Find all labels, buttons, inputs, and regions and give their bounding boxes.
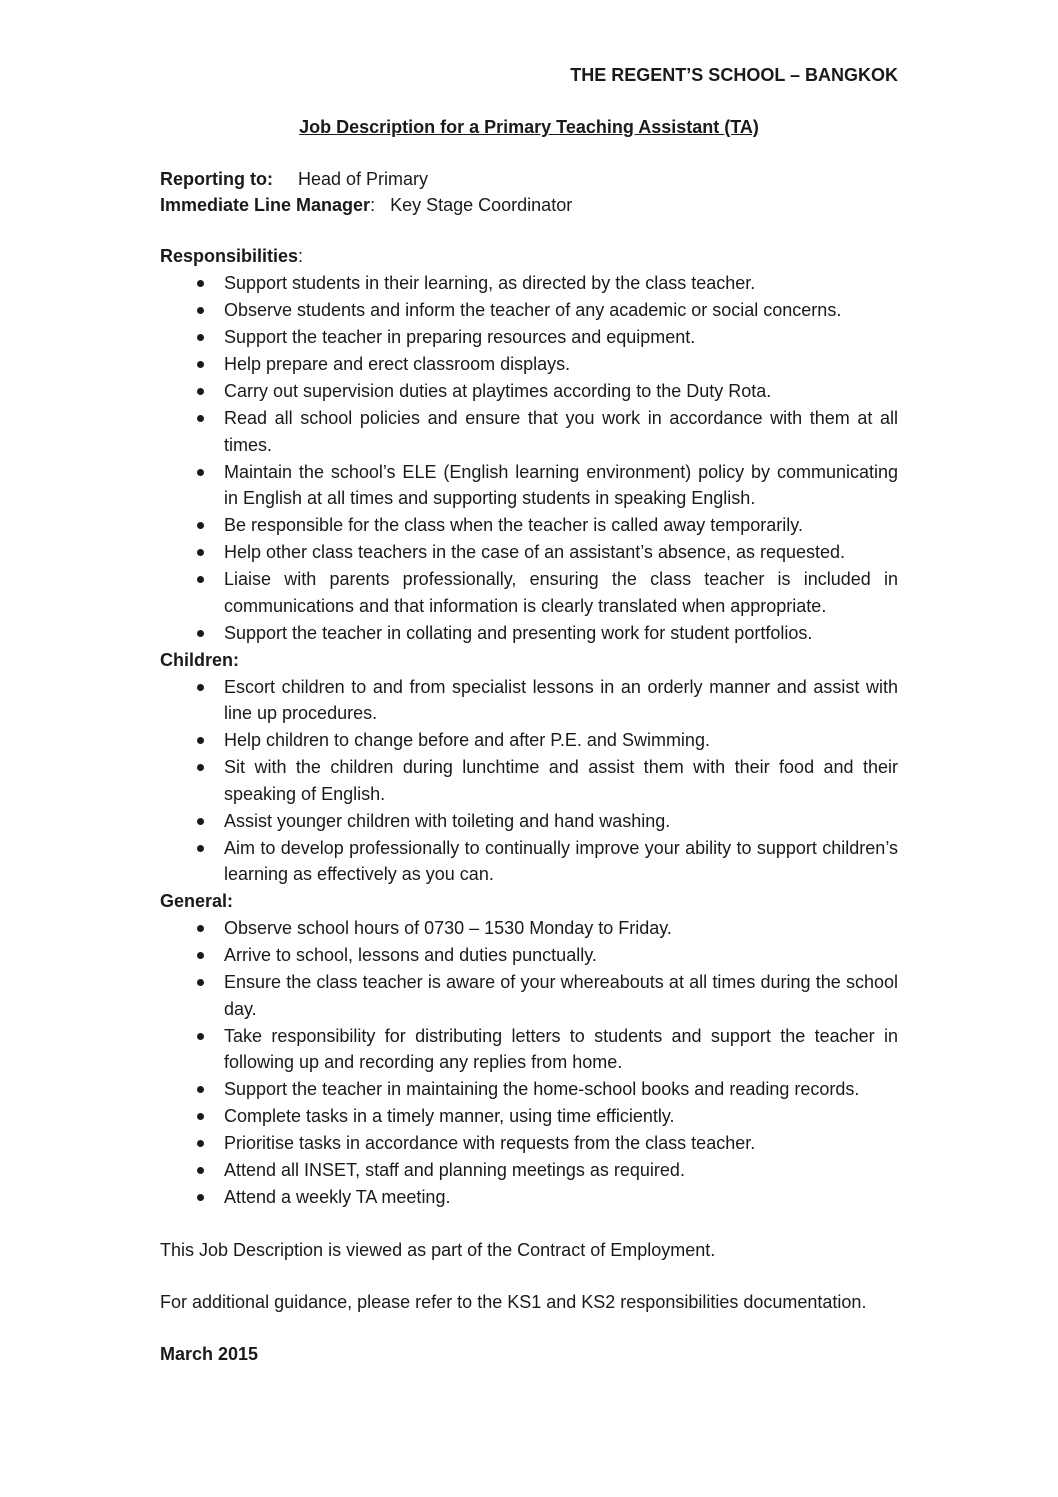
list-item-text: Escort children to and from specialist lessons in an orderly manner and assist with line up procedures. (224, 676, 898, 723)
list-item-text: Arrive to school, lessons and duties punctually. (224, 945, 597, 965)
bullet-icon (197, 576, 204, 583)
line-manager-separator: : (370, 195, 376, 215)
list-item-text: Read all school policies and ensure that you work in accordance with them at all times. (224, 408, 898, 455)
line-manager-row (160, 192, 898, 218)
bullet-icon (197, 1194, 204, 1201)
responsibilities-list (160, 270, 898, 646)
list-item (160, 405, 898, 458)
responsibilities-heading-colon: : (298, 246, 304, 266)
list-item-text: Assist younger children with toileting and hand washing. (224, 810, 671, 831)
list-item (160, 1157, 898, 1184)
list-item-text: Help children to change before and after P.E. and Swimming. (224, 730, 710, 750)
list-item (160, 727, 898, 754)
list-item-text: Help prepare and erect classroom displays. (224, 354, 571, 374)
list-item (160, 1130, 898, 1157)
bullet-icon (197, 845, 204, 852)
bullet-icon (197, 737, 204, 744)
responsibilities-heading (160, 243, 898, 270)
bullet-icon (197, 1167, 204, 1174)
reporting-to-row (160, 166, 898, 192)
list-item-text: Observe students and inform the teacher of any academic or social concerns. (224, 300, 842, 320)
responsibilities-heading-text: Responsibilities (160, 246, 299, 266)
guidance-note: For additional guidance, please refer to the KS1 and KS2 responsibilities documentation. (160, 1291, 867, 1312)
list-item-text: Aim to develop professionally to continually improve your ability to support children’s learning as effectively as you can. (224, 837, 898, 884)
list-item (160, 1023, 898, 1076)
list-item (160, 539, 898, 566)
line-manager-label: Immediate Line Manager (160, 195, 371, 215)
bullet-icon (197, 1113, 204, 1120)
list-item (160, 835, 898, 888)
list-item-text: Take responsibility for distributing letters to students and support the teacher in following up and recording any replies from home. (224, 1025, 898, 1072)
list-item-text: Sit with the children during lunchtime and assist them with their food and their speaking of English. (224, 757, 898, 804)
reporting-to-label: Reporting to: (160, 169, 273, 189)
list-item (160, 512, 898, 539)
list-item-text: Attend a weekly TA meeting. (224, 1187, 451, 1207)
list-item (160, 1103, 898, 1130)
bullet-icon (197, 952, 204, 959)
reporting-to-value: Head of Primary (298, 169, 429, 189)
list-item (160, 351, 898, 378)
list-item-text: Complete tasks in a timely manner, using time efficiently. (224, 1106, 675, 1126)
list-item-text: Observe school hours of 0730 – 1530 Monday to Friday. (224, 918, 672, 938)
bullet-icon (197, 280, 204, 287)
list-item-text: Support students in their learning, as directed by the class teacher. (224, 273, 756, 293)
document-page (160, 62, 898, 1385)
general-list (160, 915, 898, 1211)
list-item (160, 674, 898, 727)
list-item (160, 915, 898, 942)
list-item-text: Help other class teachers in the case of an assistant’s absence, as requested. (224, 542, 846, 562)
list-item (160, 378, 898, 405)
bullet-icon (197, 549, 204, 556)
bullet-icon (197, 684, 204, 691)
children-heading: Children: (160, 649, 239, 670)
list-item (160, 270, 898, 297)
list-item (160, 942, 898, 969)
list-item (160, 754, 898, 807)
list-item-text: Attend all INSET, staff and planning meetings as required. (224, 1160, 685, 1180)
list-item-text: Be responsible for the class when the teacher is called away temporarily. (224, 515, 803, 535)
bullet-icon (197, 361, 204, 368)
list-item (160, 620, 898, 647)
list-item-text: Carry out supervision duties at playtimes according to the Duty Rota. (224, 381, 772, 401)
document-title: Job Description for a Primary Teaching Assistant (TA) (299, 117, 759, 137)
list-item (160, 297, 898, 324)
list-item (160, 1184, 898, 1211)
bullet-icon (197, 1033, 204, 1040)
list-item (160, 808, 898, 835)
bullet-icon (197, 469, 204, 476)
list-item (160, 324, 898, 351)
contract-note: This Job Description is viewed as part of the Contract of Employment. (160, 1239, 716, 1260)
list-item-text: Support the teacher in preparing resources and equipment. (224, 327, 696, 347)
document-date: March 2015 (160, 1343, 259, 1364)
general-heading: General: (160, 891, 234, 911)
list-item (160, 459, 898, 512)
list-item-text: Ensure the class teacher is aware of your whereabouts at all times during the school day. (224, 972, 898, 1019)
list-item-text: Support the teacher in maintaining the home-school books and reading records. (224, 1079, 860, 1099)
bullet-icon (197, 307, 204, 314)
list-item (160, 969, 898, 1022)
bullet-icon (197, 925, 204, 932)
bullet-icon (197, 415, 204, 422)
reporting-info (160, 166, 898, 218)
bullet-icon (197, 388, 204, 395)
bullet-icon (197, 334, 204, 341)
bullet-icon (197, 979, 204, 986)
line-manager-value: Key Stage Coordinator (390, 195, 573, 215)
list-item (160, 566, 898, 619)
list-item-text: Prioritise tasks in accordance with requests from the class teacher. (224, 1133, 756, 1153)
bullet-icon (197, 630, 204, 637)
bullet-icon (197, 818, 204, 825)
bullet-icon (197, 764, 204, 771)
children-list (160, 674, 898, 888)
bullet-icon (197, 1140, 204, 1147)
list-item-text: Maintain the school’s ELE (English learning environment) policy by communicating in English at all times and supporting students in speaking English. (224, 461, 898, 508)
list-item-text: Liaise with parents professionally, ensuring the class teacher is included in communications and that information is clearly translated when appropriate. (224, 569, 898, 616)
list-item-text: Support the teacher in collating and presenting work for student portfolios. (224, 622, 813, 643)
bullet-icon (197, 522, 204, 529)
school-name: THE REGENT’S SCHOOL – BANGKOK (570, 65, 898, 85)
list-item (160, 1076, 898, 1103)
bullet-icon (197, 1086, 204, 1093)
